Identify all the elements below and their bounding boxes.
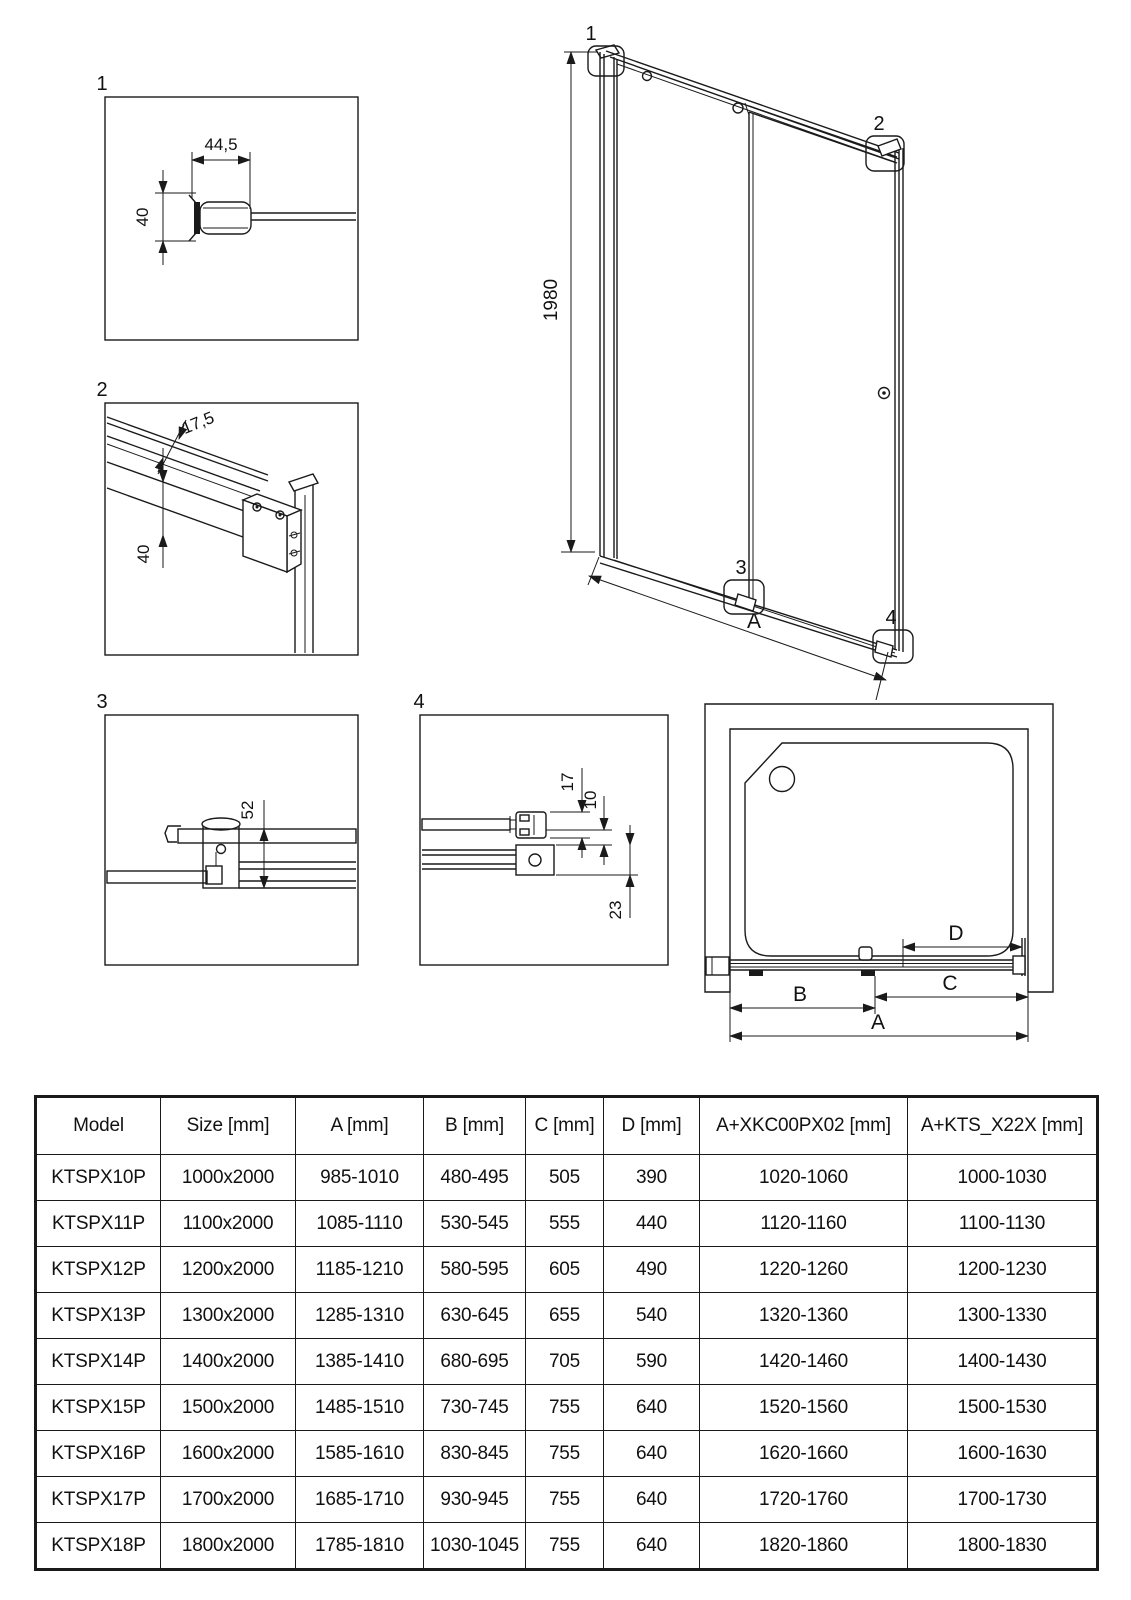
- elevation-height-dimension: [541, 52, 598, 552]
- table-cell: 730-745: [424, 1385, 526, 1431]
- table-cell: 1585-1610: [296, 1431, 424, 1477]
- col-size: Size [mm]: [161, 1097, 296, 1155]
- table-cell: KTSPX14P: [36, 1339, 161, 1385]
- table-cell: KTSPX11P: [36, 1201, 161, 1247]
- col-a-kts: A+KTS_X22X [mm]: [908, 1097, 1098, 1155]
- table-cell: 755: [526, 1477, 604, 1523]
- table-cell: 1700x2000: [161, 1477, 296, 1523]
- table-cell: 1800-1830: [908, 1523, 1098, 1570]
- detail-2-thickness-value: 17,5: [179, 407, 217, 438]
- detail-1-height-value: 40: [133, 207, 152, 227]
- detail-2-corner-assembly: [107, 417, 318, 653]
- table-row: [36, 1293, 1098, 1339]
- table-cell: 1600x2000: [161, 1431, 296, 1477]
- table-cell: 1485-1510: [296, 1385, 424, 1431]
- plan-dim-c-label: C: [942, 972, 958, 995]
- detail-2-label: 2: [96, 379, 108, 401]
- table-row: [36, 1201, 1098, 1247]
- table-row: [36, 1247, 1098, 1293]
- table-cell: 930-945: [424, 1477, 526, 1523]
- table-row: [36, 1339, 1098, 1385]
- plan-dim-bca: [730, 972, 1028, 1042]
- detail-1-width-value: 44,5: [204, 135, 238, 154]
- table-cell: 755: [526, 1385, 604, 1431]
- table-cell: 440: [604, 1201, 700, 1247]
- table-cell: 480-495: [424, 1155, 526, 1201]
- table-cell: 630-645: [424, 1293, 526, 1339]
- table-cell: 1020-1060: [700, 1155, 908, 1201]
- detail-1-drawing: [96, 73, 358, 340]
- detail-4-label: 4: [413, 691, 425, 713]
- table-cell: 1100x2000: [161, 1201, 296, 1247]
- col-d: D [mm]: [604, 1097, 700, 1155]
- table-cell: 1285-1310: [296, 1293, 424, 1339]
- table-cell: 680-695: [424, 1339, 526, 1385]
- table-cell: 1500x2000: [161, 1385, 296, 1431]
- table-cell: KTSPX13P: [36, 1293, 161, 1339]
- table-cell: 1385-1410: [296, 1339, 424, 1385]
- table-cell: 1800x2000: [161, 1523, 296, 1570]
- spec-table-header: [36, 1097, 1098, 1155]
- plan-dim-b-label: B: [792, 983, 808, 1006]
- table-cell: 1300-1330: [908, 1293, 1098, 1339]
- elevation-drawing: [541, 23, 913, 700]
- table-cell: 1785-1810: [296, 1523, 424, 1570]
- table-cell: KTSPX10P: [36, 1155, 161, 1201]
- table-cell: 1400-1430: [908, 1339, 1098, 1385]
- table-cell: KTSPX16P: [36, 1431, 161, 1477]
- table-cell: 1000x2000: [161, 1155, 296, 1201]
- plan-shower-tray: [745, 743, 1013, 956]
- detail-1-height-dimension: [133, 170, 196, 265]
- col-a-xkc: A+XKC00PX02 [mm]: [700, 1097, 908, 1155]
- table-cell: 1100-1130: [908, 1201, 1098, 1247]
- table-cell: KTSPX18P: [36, 1523, 161, 1570]
- detail-2-height-dimension: [134, 448, 163, 568]
- table-row: [36, 1477, 1098, 1523]
- table-cell: 755: [526, 1523, 604, 1570]
- table-cell: 555: [526, 1201, 604, 1247]
- detail-4-mid-value: 10: [581, 790, 600, 810]
- table-row: [36, 1155, 1098, 1201]
- table-cell: KTSPX15P: [36, 1385, 161, 1431]
- table-cell: 1600-1630: [908, 1431, 1098, 1477]
- table-cell: 985-1010: [296, 1155, 424, 1201]
- detail-2-height-value: 40: [134, 544, 153, 564]
- detail-3-height-dimension: [238, 800, 264, 888]
- detail-4-top-value: 17: [558, 772, 577, 792]
- table-cell: KTSPX12P: [36, 1247, 161, 1293]
- detail-2-drawing: [96, 379, 358, 655]
- detail-4-bottom-dimension: [556, 825, 638, 919]
- table-cell: 1200x2000: [161, 1247, 296, 1293]
- detail-3-label: 3: [96, 691, 108, 713]
- detail-3-drawing: [96, 691, 358, 965]
- table-cell: 1000-1030: [908, 1155, 1098, 1201]
- col-a: A [mm]: [296, 1097, 424, 1155]
- table-cell: 1820-1860: [700, 1523, 908, 1570]
- table-cell: 1400x2000: [161, 1339, 296, 1385]
- plan-dim-d-label: D: [948, 922, 964, 945]
- col-model: Model: [36, 1097, 161, 1155]
- table-cell: 1185-1210: [296, 1247, 424, 1293]
- table-cell: 580-595: [424, 1247, 526, 1293]
- table-cell: 1500-1530: [908, 1385, 1098, 1431]
- table-cell: 1685-1710: [296, 1477, 424, 1523]
- callout-1-label: 1: [585, 23, 597, 45]
- spec-table: [34, 1095, 1099, 1571]
- elevation-width-label: A: [746, 610, 762, 633]
- detail-2-thickness-dimension: [158, 408, 217, 474]
- detail-1-label: 1: [96, 73, 108, 95]
- detail-4-seal-section: [422, 812, 554, 875]
- table-cell: 1220-1260: [700, 1247, 908, 1293]
- detail-2-frame: [105, 403, 358, 655]
- table-row: [36, 1523, 1098, 1570]
- table-cell: 755: [526, 1431, 604, 1477]
- table-cell: 505: [526, 1155, 604, 1201]
- table-cell: 1120-1160: [700, 1201, 908, 1247]
- table-cell: 705: [526, 1339, 604, 1385]
- table-cell: 490: [604, 1247, 700, 1293]
- table-cell: 1720-1760: [700, 1477, 908, 1523]
- table-cell: 640: [604, 1431, 700, 1477]
- table-row: [36, 1431, 1098, 1477]
- col-b: B [mm]: [424, 1097, 526, 1155]
- col-c: C [mm]: [526, 1097, 604, 1155]
- table-cell: 1420-1460: [700, 1339, 908, 1385]
- table-cell: 655: [526, 1293, 604, 1339]
- detail-4-mid-dimension: [546, 791, 612, 865]
- handle-knob-icon: [859, 947, 872, 960]
- table-cell: 605: [526, 1247, 604, 1293]
- callout-3-label: 3: [735, 557, 747, 579]
- detail-1-profile-section: [189, 195, 356, 241]
- table-cell: 1620-1660: [700, 1431, 908, 1477]
- table-cell: 590: [604, 1339, 700, 1385]
- table-cell: 1700-1730: [908, 1477, 1098, 1523]
- table-cell: 830-845: [424, 1431, 526, 1477]
- elevation-frame: [596, 45, 903, 657]
- header-row: [36, 1097, 1098, 1155]
- table-cell: 640: [604, 1385, 700, 1431]
- elevation-height-value: 1980: [541, 278, 562, 322]
- table-cell: 1085-1110: [296, 1201, 424, 1247]
- table-cell: 1520-1560: [700, 1385, 908, 1431]
- callout-2-label: 2: [873, 113, 885, 135]
- callout-4-label: 4: [885, 607, 897, 629]
- table-cell: KTSPX17P: [36, 1477, 161, 1523]
- detail-3-height-value: 52: [238, 800, 257, 820]
- table-cell: 1030-1045: [424, 1523, 526, 1570]
- detail-4-frame: [420, 715, 668, 965]
- table-cell: 640: [604, 1477, 700, 1523]
- table-cell: 640: [604, 1523, 700, 1570]
- detail-1-width-dimension: [192, 135, 250, 209]
- table-cell: 530-545: [424, 1201, 526, 1247]
- spec-table-body: [36, 1155, 1098, 1570]
- table-cell: 1200-1230: [908, 1247, 1098, 1293]
- table-cell: 1320-1360: [700, 1293, 908, 1339]
- table-row: [36, 1385, 1098, 1431]
- table-cell: 540: [604, 1293, 700, 1339]
- detail-4-drawing: [413, 691, 668, 965]
- table-cell: 1300x2000: [161, 1293, 296, 1339]
- detail-4-bottom-value: 23: [606, 900, 625, 920]
- plan-drawing: [705, 704, 1053, 1042]
- plan-dim-a-label: A: [870, 1011, 886, 1034]
- detail-3-roller-section: [107, 818, 356, 888]
- table-cell: 390: [604, 1155, 700, 1201]
